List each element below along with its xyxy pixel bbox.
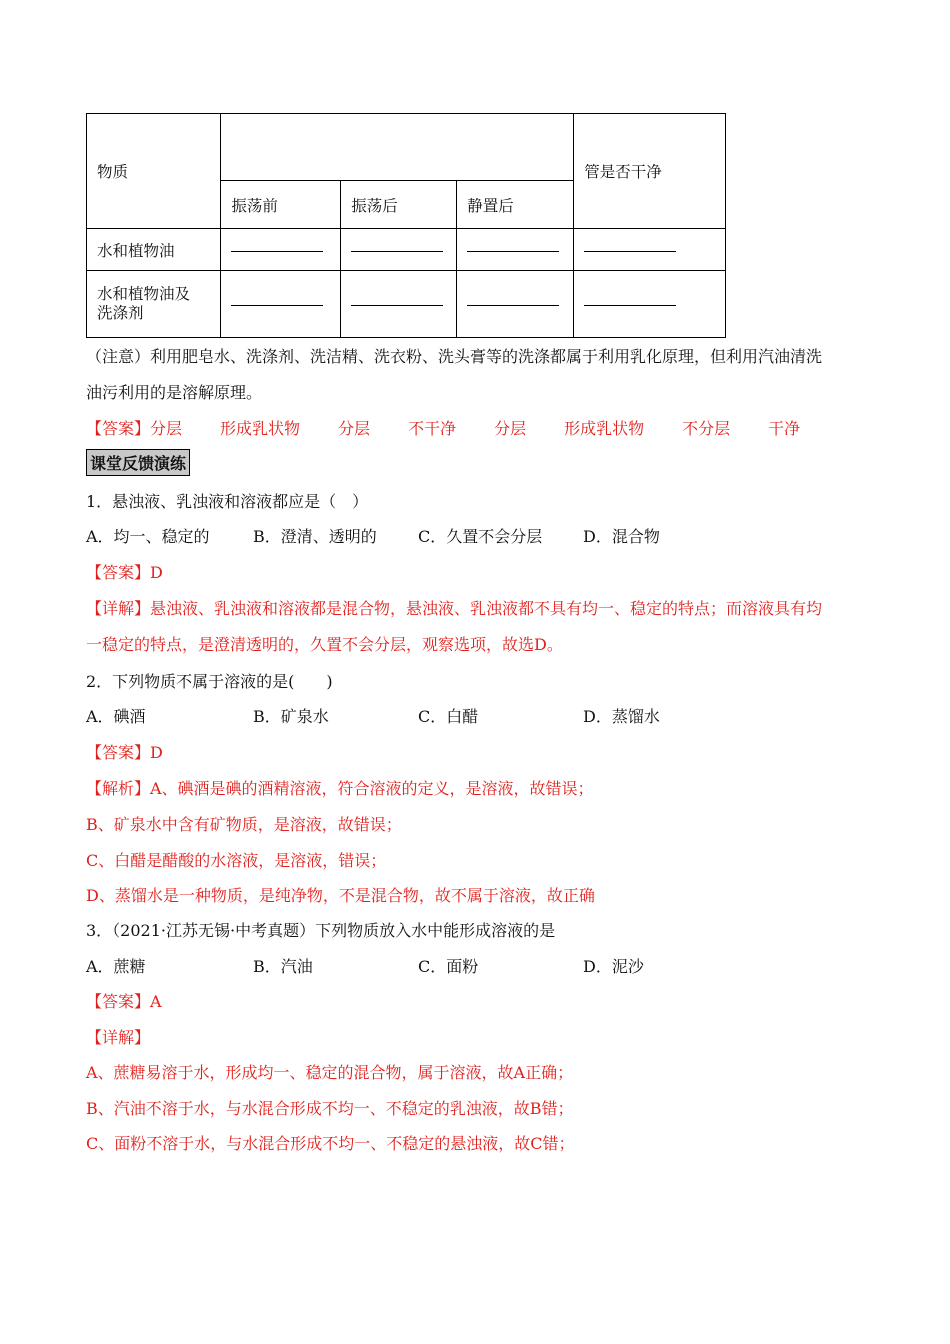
option: C．久置不会分层 [418,527,543,546]
table-row [87,229,726,271]
header-clean: 管是否干净 [574,114,726,229]
answer-line [86,416,800,439]
q3-detail-a: A、蔗糖易溶于水，形成均一、稳定的混合物，属于溶液，故A正确； [86,1063,574,1082]
option: B．澄清、透明的 [253,527,377,546]
answer-label: 【答案】 [86,419,151,438]
note-line1: （注意）利用肥皂水、洗涤剂、洗洁精、洗衣粉、洗头膏等的洗涤都属于利用乳化原理，但利用汽油清洗 [86,347,823,366]
q1-stem: 1．悬浊液、乳浊液和溶液都应是（ ） [86,492,369,511]
q2-analysis-d: D、蒸馏水是一种物质，是纯净物，不是混合物，故不属于溶液，故正确 [86,886,595,905]
q2-analysis-c: C、白醋是醋酸的水溶液，是溶液，错误； [86,851,387,870]
q1-detail2: 一稳定的特点，是澄清透明的，久置不会分层，观察选项，故选D。 [86,635,563,654]
note-line2: 油污利用的是溶解原理。 [86,383,263,402]
option: A．均一、稳定的 [86,527,210,546]
header-observation [221,114,574,181]
q2-options [86,704,660,727]
table-row [87,271,726,338]
option: D．混合物 [583,527,660,546]
q2-analysis-a: 【解析】A、碘酒是碘的酒精溶液，符合溶液的定义，是溶液，故错误； [86,779,594,798]
answer-item: 分层 [494,419,527,438]
sub-still: 静置后 [457,181,574,229]
q3-detail-b: B、汽油不溶于水，与水混合形成不均一、不稳定的乳浊液，故B错； [86,1099,574,1118]
answer-item: 分层 [338,419,371,438]
row-label: 水和植物油 [87,229,221,271]
q3-stem: 3．（2021·江苏无锡·中考真题）下列物质放入水中能形成溶液的是 [86,921,556,940]
q3-detail-label: 【详解】 [86,1028,151,1047]
experiment-table [86,113,726,338]
sub-after: 振荡后 [341,181,457,229]
q2-answer: 【答案】D [86,743,163,762]
row-label: 水和植物油及 洗涤剂 [87,271,221,338]
sub-before: 振荡前 [221,181,341,229]
option: A．碘酒 [86,707,146,726]
blank-line [351,304,443,306]
q2-analysis-b: B、矿泉水中含有矿物质，是溶液，故错误； [86,815,402,834]
q1-options [86,524,660,547]
blank-line [231,250,323,252]
blank-line [231,304,323,306]
option: B．汽油 [253,957,313,976]
answer-item: 分层 [150,419,183,438]
q1-detail1: 【详解】悬浊液、乳浊液和溶液都是混合物，悬浊液、乳浊液都不具有均一、稳定的特点；而溶液具有均 [86,599,823,618]
answer-item: 不分层 [682,419,731,438]
q2-stem: 2．下列物质不属于溶液的是( ) [86,672,333,691]
option: B．矿泉水 [253,707,329,726]
option: A．蔗糖 [86,957,146,976]
option: D．泥沙 [583,957,644,976]
answer-item: 不干净 [408,419,457,438]
blank-line [467,304,559,306]
answer-item: 形成乳状物 [220,419,301,438]
q3-answer: 【答案】A [86,992,162,1011]
section-title: 课堂反馈演练 [86,449,190,476]
blank-line [584,250,676,252]
option: C．面粉 [418,957,479,976]
blank-line [584,304,676,306]
blank-line [351,250,443,252]
header-material: 物质 [87,114,221,229]
answer-item: 形成乳状物 [564,419,645,438]
option: C．白醋 [418,707,479,726]
q3-detail-c: C、面粉不溶于水，与水混合形成不均一、不稳定的悬浊液，故C错； [86,1134,575,1153]
q3-options [86,954,644,977]
answer-item: 干净 [768,419,801,438]
option: D．蒸馏水 [583,707,660,726]
blank-line [467,250,559,252]
q1-answer: 【答案】D [86,563,163,582]
